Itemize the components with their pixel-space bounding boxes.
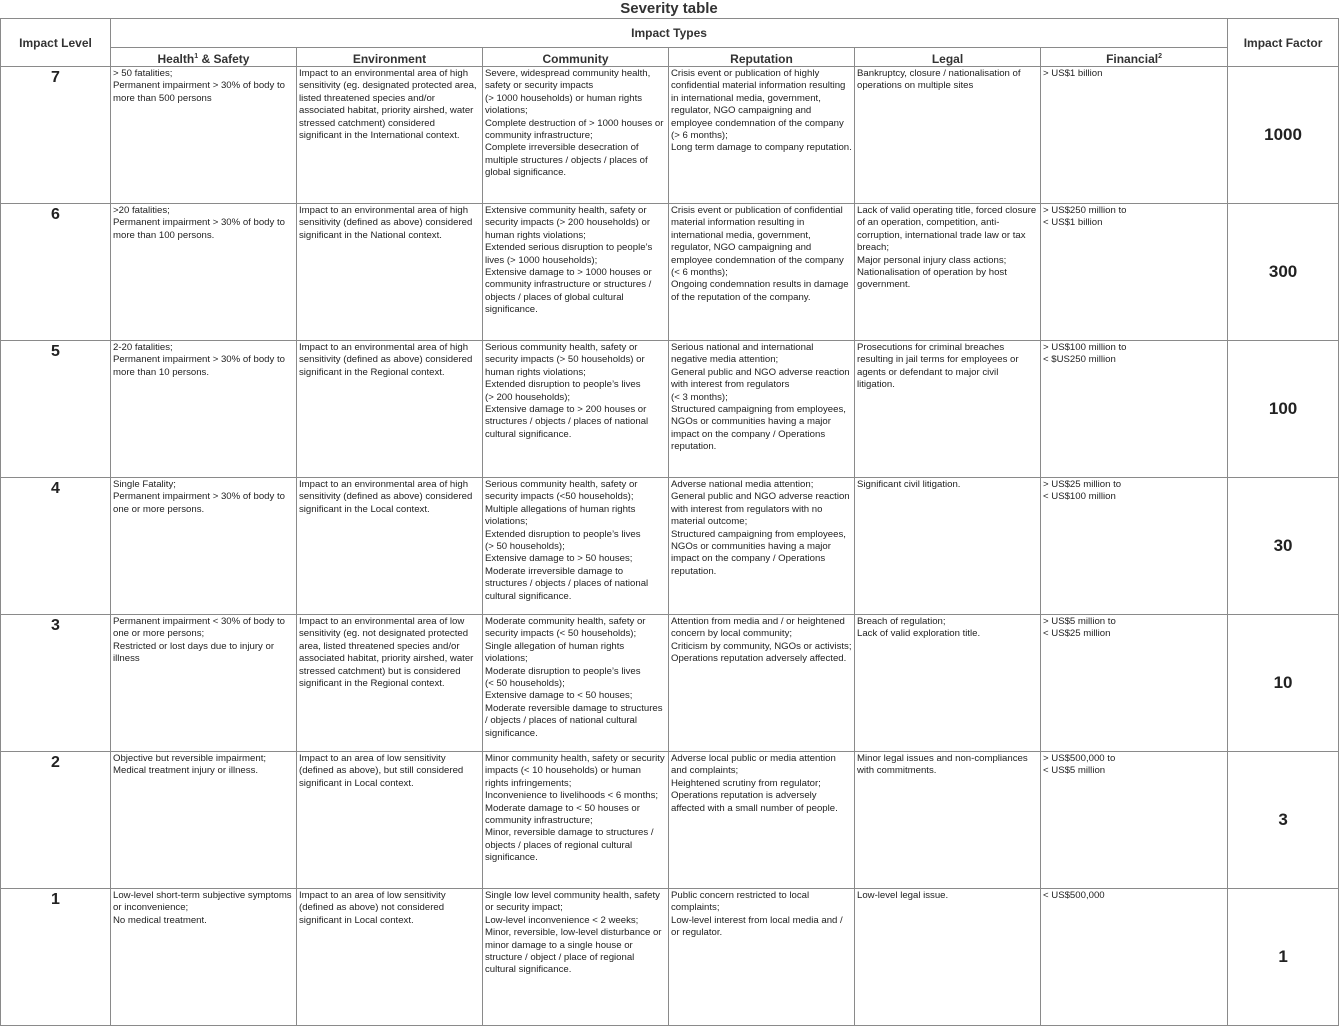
impact-factor-cell: 3 bbox=[1228, 752, 1339, 889]
reputation-cell: Crisis event or publication of confidential material information resulting in international media, government, regulator, NGO campaigning and employee condemnation of the company (< 6 months); Ongoing condemnation results in damage of the reputation of the company. bbox=[669, 204, 855, 341]
financial-cell: > US$500,000 to < US$5 million bbox=[1041, 752, 1228, 889]
impact-factor-cell: 10 bbox=[1228, 615, 1339, 752]
footnote-2-marker: 2 bbox=[1158, 53, 1162, 60]
header-impact-factor: Impact Factor bbox=[1228, 19, 1339, 67]
community-cell: Single low level community health, safety or security impact; Low-level inconvenience < 2 weeks; Minor, reversible, low-level disturbance or minor damage to a single house or structure / object / place of regional cultural significance. bbox=[483, 889, 669, 1026]
header-financial bbox=[1041, 48, 1228, 67]
header-impact-level: Impact Level bbox=[1, 19, 111, 67]
reputation-cell: Serious national and international negative media attention; General public and NGO adverse reaction with interest from regulators (< 3 months); Structured campaigning from employees, NGOs or communities having a major impact on the company / Operations reputation. bbox=[669, 341, 855, 478]
environment-cell: Impact to an area of low sensitivity (defined as above) not considered significant in Local context. bbox=[297, 889, 483, 1026]
impact-factor-cell: 100 bbox=[1228, 341, 1339, 478]
header-legal: Legal bbox=[855, 48, 1041, 67]
header-environment: Environment bbox=[297, 48, 483, 67]
health-safety-cell: Low-level short-term subjective symptoms or inconvenience; No medical treatment. bbox=[111, 889, 297, 1026]
impact-level-cell: 3 bbox=[1, 615, 111, 752]
financial-cell: > US$25 million to < US$100 million bbox=[1041, 478, 1228, 615]
legal-cell: Breach of regulation; Lack of valid exploration title. bbox=[855, 615, 1041, 752]
reputation-cell: Crisis event or publication of highly confidential material information resulting in international media, government, regulator, NGO campaigning and employee condemnation of the company (> 6 months); Long term damage to company reputation. bbox=[669, 67, 855, 204]
environment-cell: Impact to an area of low sensitivity (defined as above), but still considered significant in Local context. bbox=[297, 752, 483, 889]
financial-cell: > US$5 million to < US$25 million bbox=[1041, 615, 1228, 752]
health-safety-cell: Objective but reversible impairment; Medical treatment injury or illness. bbox=[111, 752, 297, 889]
environment-cell: Impact to an environmental area of low sensitivity (eg. not designated protected area, listed threatened species and/or associated habitat, priority airshed, water stressed catchment) but is considered significant in the Regional context. bbox=[297, 615, 483, 752]
impact-level-cell: 2 bbox=[1, 752, 111, 889]
header-impact-types: Impact Types bbox=[111, 19, 1228, 48]
severity-row-level-3 bbox=[1, 615, 1339, 752]
reputation-cell: Adverse national media attention; General public and NGO adverse reaction with interest from regulators with no material outcome; Structured campaigning from employees, NGOs or communities having a major impact on the company / Operations reputation. bbox=[669, 478, 855, 615]
header-safety-label: & Safety bbox=[198, 52, 250, 66]
financial-cell: < US$500,000 bbox=[1041, 889, 1228, 1026]
severity-row-level-2 bbox=[1, 752, 1339, 889]
health-safety-cell: 2-20 fatalities; Permanent impairment > 30% of body to more than 10 persons. bbox=[111, 341, 297, 478]
impact-level-cell: 1 bbox=[1, 889, 111, 1026]
legal-cell: Low-level legal issue. bbox=[855, 889, 1041, 1026]
reputation-cell: Public concern restricted to local complaints; Low-level interest from local media and / or regulator. bbox=[669, 889, 855, 1026]
health-safety-cell: >20 fatalities; Permanent impairment > 30% of body to more than 100 persons. bbox=[111, 204, 297, 341]
header-reputation: Reputation bbox=[669, 48, 855, 67]
impact-factor-cell: 30 bbox=[1228, 478, 1339, 615]
severity-row-level-4 bbox=[1, 478, 1339, 615]
impact-level-cell: 6 bbox=[1, 204, 111, 341]
community-cell: Severe, widespread community health, safety or security impacts (> 1000 households) or human rights violations; Complete destruction of > 1000 houses or community infrastructure; Complete irreversible desecration of multiple structures / objects / places of global significance. bbox=[483, 67, 669, 204]
reputation-cell: Adverse local public or media attention and complaints; Heightened scrutiny from regulator; Operations reputation is adversely affected with a small number of people. bbox=[669, 752, 855, 889]
severity-row-level-7 bbox=[1, 67, 1339, 204]
legal-cell: Bankruptcy, closure / nationalisation of operations on multiple sites bbox=[855, 67, 1041, 204]
footnote-1-marker: 1 bbox=[194, 53, 199, 60]
impact-factor-cell: 1000 bbox=[1228, 67, 1339, 204]
community-cell: Moderate community health, safety or security impacts (< 50 households); Single allegation of human rights violations; Moderate disruption to people’s lives (< 50 households); Extensive damage to < 50 houses; Moderate reversible damage to structures / objects / places of national cultural significance. bbox=[483, 615, 669, 752]
header-financial-label: Financial bbox=[1106, 52, 1159, 66]
severity-row-level-1 bbox=[1, 889, 1339, 1026]
health-safety-cell: Single Fatality; Permanent impairment > 30% of body to one or more persons. bbox=[111, 478, 297, 615]
severity-row-level-6 bbox=[1, 204, 1339, 341]
impact-factor-cell: 300 bbox=[1228, 204, 1339, 341]
header-health-safety bbox=[111, 48, 297, 67]
health-safety-cell: > 50 fatalities; Permanent impairment > 30% of body to more than 500 persons bbox=[111, 67, 297, 204]
header-community: Community bbox=[483, 48, 669, 67]
environment-cell: Impact to an environmental area of high sensitivity (eg. designated protected area, listed threatened species and/or associated habitat, priority airshed, water stressed catchment) considered significant in the International context. bbox=[297, 67, 483, 204]
community-cell: Minor community health, safety or security impacts (< 10 households) or human rights infringements; Inconvenience to livelihoods < 6 months; Moderate damage to < 50 houses or community infrastructure; Minor, reversible damage to structures / objects / places of regional cultural significance. bbox=[483, 752, 669, 889]
legal-cell: Minor legal issues and non-compliances with commitments. bbox=[855, 752, 1041, 889]
table-title: Severity table bbox=[620, 0, 718, 17]
impact-level-cell: 4 bbox=[1, 478, 111, 615]
severity-table bbox=[0, 18, 1339, 1026]
environment-cell: Impact to an environmental area of high sensitivity (defined as above) considered significant in the Regional context. bbox=[297, 341, 483, 478]
header-health-label: Health bbox=[157, 52, 195, 66]
financial-cell: > US$250 million to < US$1 billion bbox=[1041, 204, 1228, 341]
financial-cell: > US$1 billion bbox=[1041, 67, 1228, 204]
environment-cell: Impact to an environmental area of high sensitivity (defined as above) considered significant in the National context. bbox=[297, 204, 483, 341]
health-safety-cell: Permanent impairment < 30% of body to one or more persons; Restricted or lost days due to injury or illness bbox=[111, 615, 297, 752]
financial-cell: > US$100 million to < $US250 million bbox=[1041, 341, 1228, 478]
legal-cell: Lack of valid operating title, forced closure of an operation, competition, anti-corruption, international trade law or tax breach; Major personal injury class actions; Nationalisation of operation by host government. bbox=[855, 204, 1041, 341]
impact-level-cell: 5 bbox=[1, 341, 111, 478]
impact-level-cell: 7 bbox=[1, 67, 111, 204]
environment-cell: Impact to an environmental area of high sensitivity (defined as above) considered significant in the Local context. bbox=[297, 478, 483, 615]
legal-cell: Prosecutions for criminal breaches resulting in jail terms for employees or agents or defendant to major civil litigation. bbox=[855, 341, 1041, 478]
community-cell: Serious community health, safety or security impacts (> 50 households) or human rights violations; Extended disruption to people’s lives (> 200 households); Extensive damage to > 200 houses or structures / objects / places of national cultural significance. bbox=[483, 341, 669, 478]
severity-row-level-5 bbox=[1, 341, 1339, 478]
impact-factor-cell: 1 bbox=[1228, 889, 1339, 1026]
community-cell: Serious community health, safety or security impacts (<50 households); Multiple allegations of human rights violations; Extended disruption to people’s lives (> 50 households); Extensive damage to > 50 houses; Moderate irreversible damage to structures / objects / places of national cultural significance. bbox=[483, 478, 669, 615]
legal-cell: Significant civil litigation. bbox=[855, 478, 1041, 615]
reputation-cell: Attention from media and / or heightened concern by local community; Criticism by community, NGOs or activists; Operations reputation adversely affected. bbox=[669, 615, 855, 752]
community-cell: Extensive community health, safety or security impacts (> 200 households) or human rights violations; Extended serious disruption to people’s lives (> 1000 households); Extensive damage to > 1000 houses or community infrastructure or structures / objects / places of global cultural significance. bbox=[483, 204, 669, 341]
